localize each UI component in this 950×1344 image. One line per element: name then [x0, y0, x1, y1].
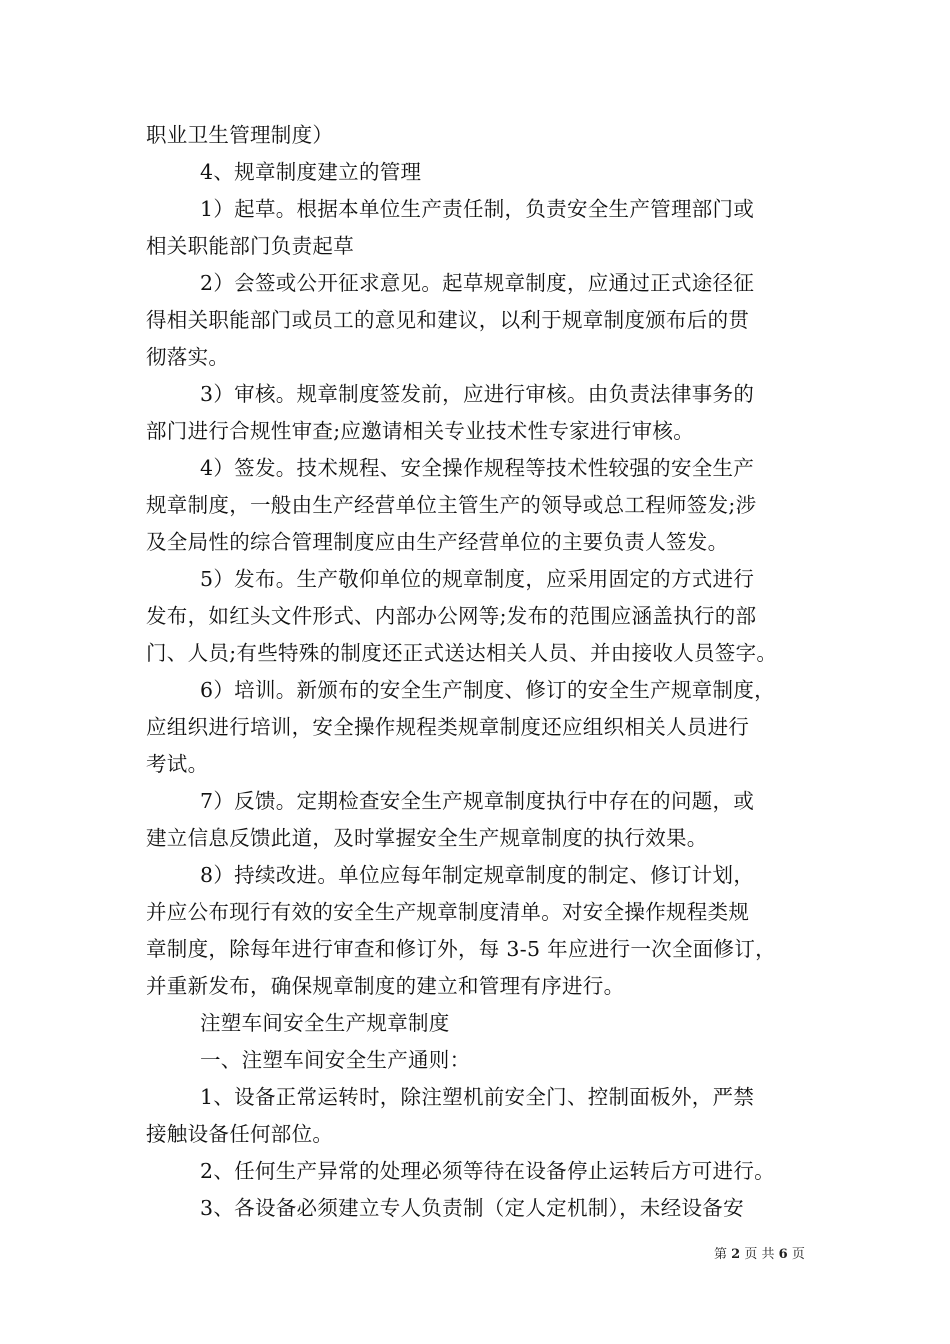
text-line: 2）会签或公开征求意见。起草规章制度，应通过正式途径征: [200, 271, 755, 295]
text-line: 并重新发布，确保规章制度的建立和管理有序进行。: [146, 974, 625, 998]
text-line: 及全局性的综合管理制度应由生产经营单位的主要负责人签发。: [146, 530, 729, 554]
text-line: 5）发布。生产敬仰单位的规章制度，应采用固定的方式进行: [200, 567, 755, 591]
page-footer: [714, 1247, 805, 1263]
text-line: 考试。: [146, 752, 209, 776]
text-line: 6）培训。新颁布的安全生产制度、修订的安全生产规章制度，: [200, 678, 775, 702]
text-line: 3、各设备必须建立专人负责制（定人定机制），未经设备安: [200, 1196, 744, 1220]
footer-prefix: 第: [714, 1247, 728, 1262]
current-page-number: 2: [731, 1247, 741, 1262]
text-line: 2、任何生产异常的处理必须等待在设备停止运转后方可进行。: [200, 1159, 775, 1183]
text-line: 1）起草。根据本单位生产责任制，负责安全生产管理部门或: [200, 197, 755, 221]
text-line: 3）审核。规章制度签发前，应进行审核。由负责法律事务的: [200, 382, 755, 406]
text-line: 得相关职能部门或员工的意见和建议，以利于规章制度颁布后的贯: [146, 308, 750, 332]
text-line: 彻落实。: [146, 345, 230, 369]
total-page-count: 6: [778, 1247, 788, 1262]
footer-middle: 页 共: [744, 1247, 775, 1262]
text-line: 章制度，除每年进行审查和修订外，每 3-5 年应进行一次全面修订，: [146, 937, 776, 961]
text-line: 门、人员;有些特殊的制度还正式送达相关人员、并由接收人员签字。: [146, 641, 778, 665]
text-line: 职业卫生管理制度）: [146, 123, 334, 147]
text-line: 部门进行合规性审查;应邀请相关专业技术性专家进行审核。: [146, 419, 695, 443]
text-line: 相关职能部门负责起草: [146, 234, 354, 258]
text-line: 1、设备正常运转时，除注塑机前安全门、控制面板外，严禁: [200, 1085, 755, 1109]
text-line: 并应公布现行有效的安全生产规章制度清单。对安全操作规程类规: [146, 900, 750, 924]
section-title: 注塑车间安全生产规章制度: [200, 1011, 450, 1035]
text-line: 4）签发。技术规程、安全操作规程等技术性较强的安全生产: [200, 456, 755, 480]
text-line: 发布，如红头文件形式、内部办公网等;发布的范围应涵盖执行的部: [146, 604, 757, 628]
footer-suffix: 页: [791, 1247, 805, 1262]
text-line: 建立信息反馈此道，及时掌握安全生产规章制度的执行效果。: [146, 826, 708, 850]
text-line: 规章制度，一般由生产经营单位主管生产的领导或总工程师签发;涉: [146, 493, 757, 517]
text-line: 8）持续改进。单位应每年制定规章制度的制定、修订计划，: [200, 863, 755, 887]
text-line: 7）反馈。定期检查安全生产规章制度执行中存在的问题，或: [200, 789, 755, 813]
section-heading: 4、规章制度建立的管理: [200, 160, 422, 184]
text-line: 接触设备任何部位。: [146, 1122, 334, 1146]
text-line: 应组织进行培训，安全操作规程类规章制度还应组织相关人员进行: [146, 715, 750, 739]
section-heading: 一、注塑车间安全生产通则：: [200, 1048, 471, 1072]
